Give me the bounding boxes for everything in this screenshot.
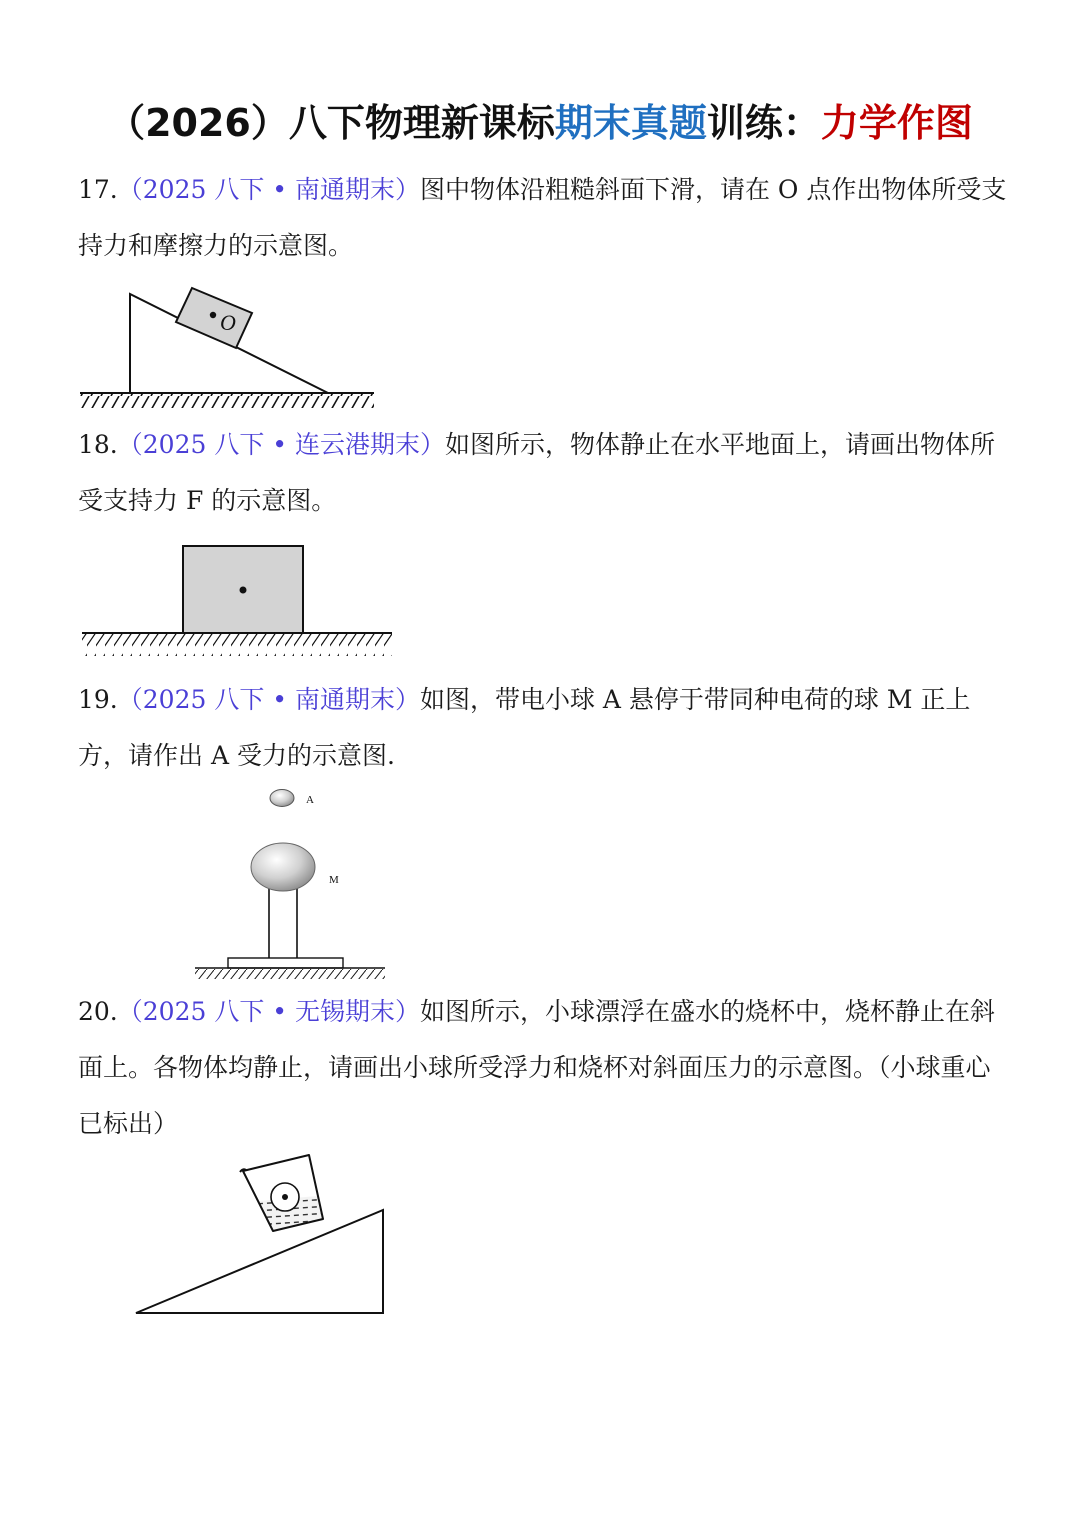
figure-beaker-on-incline xyxy=(130,1150,390,1320)
question-20 xyxy=(78,984,1008,1152)
figure-incline-block xyxy=(70,270,390,420)
figure-block-on-ground xyxy=(78,540,398,660)
question-number: 20. xyxy=(78,997,118,1026)
title-middle: 训练： xyxy=(706,101,821,145)
question-source: （2025 八下 • 南通期末） xyxy=(117,175,420,204)
title-highlight-blue: 期末真题 xyxy=(554,101,707,145)
ground-hatch xyxy=(80,394,374,408)
stand-base xyxy=(228,958,343,968)
label-a: A xyxy=(306,794,314,806)
point-o-dot xyxy=(210,312,216,318)
question-source: （2025 八下 • 南通期末） xyxy=(117,685,420,714)
ball-center-dot xyxy=(282,1194,288,1200)
question-text: 如图所示，小球漂浮在盛水的烧杯中，烧杯静止在斜面上。各物体均静止，请画出小球所受浮力和烧杯对斜面压力的示意图。（小球重心已标出） xyxy=(78,997,995,1138)
question-text: 如图所示，物体静止在水平地面上，请画出物体所受支持力 F 的示意图。 xyxy=(78,430,995,515)
center-dot xyxy=(240,587,247,594)
question-source: （2025 八下 • 无锡期末） xyxy=(117,997,420,1026)
point-o-label: O xyxy=(220,310,236,335)
big-ball-m xyxy=(251,843,315,891)
question-18 xyxy=(78,417,1008,529)
ground-hatch xyxy=(82,634,392,656)
question-text: 图中物体沿粗糙斜面下滑，请在 O 点作出物体所受支持力和摩擦力的示意图。 xyxy=(78,175,1007,260)
question-number: 18. xyxy=(78,430,118,459)
question-17 xyxy=(78,162,1008,274)
ground-hatch xyxy=(195,969,385,979)
page-title xyxy=(0,92,1080,147)
question-19 xyxy=(78,672,1008,784)
label-m: M xyxy=(329,874,339,886)
title-highlight-red: 力学作图 xyxy=(820,101,973,145)
question-number: 17. xyxy=(78,175,118,204)
small-ball-a xyxy=(270,790,294,807)
question-text: 如图，带电小球 A 悬停于带同种电荷的球 M 正上方，请作出 A 受力的示意图. xyxy=(78,685,971,770)
figure-charged-balls xyxy=(190,780,400,980)
question-source: （2025 八下 • 连云港期末） xyxy=(117,430,445,459)
title-prefix: （2026）八下物理新课标 xyxy=(107,101,555,145)
incline-triangle xyxy=(136,1210,383,1313)
question-number: 19. xyxy=(78,685,118,714)
